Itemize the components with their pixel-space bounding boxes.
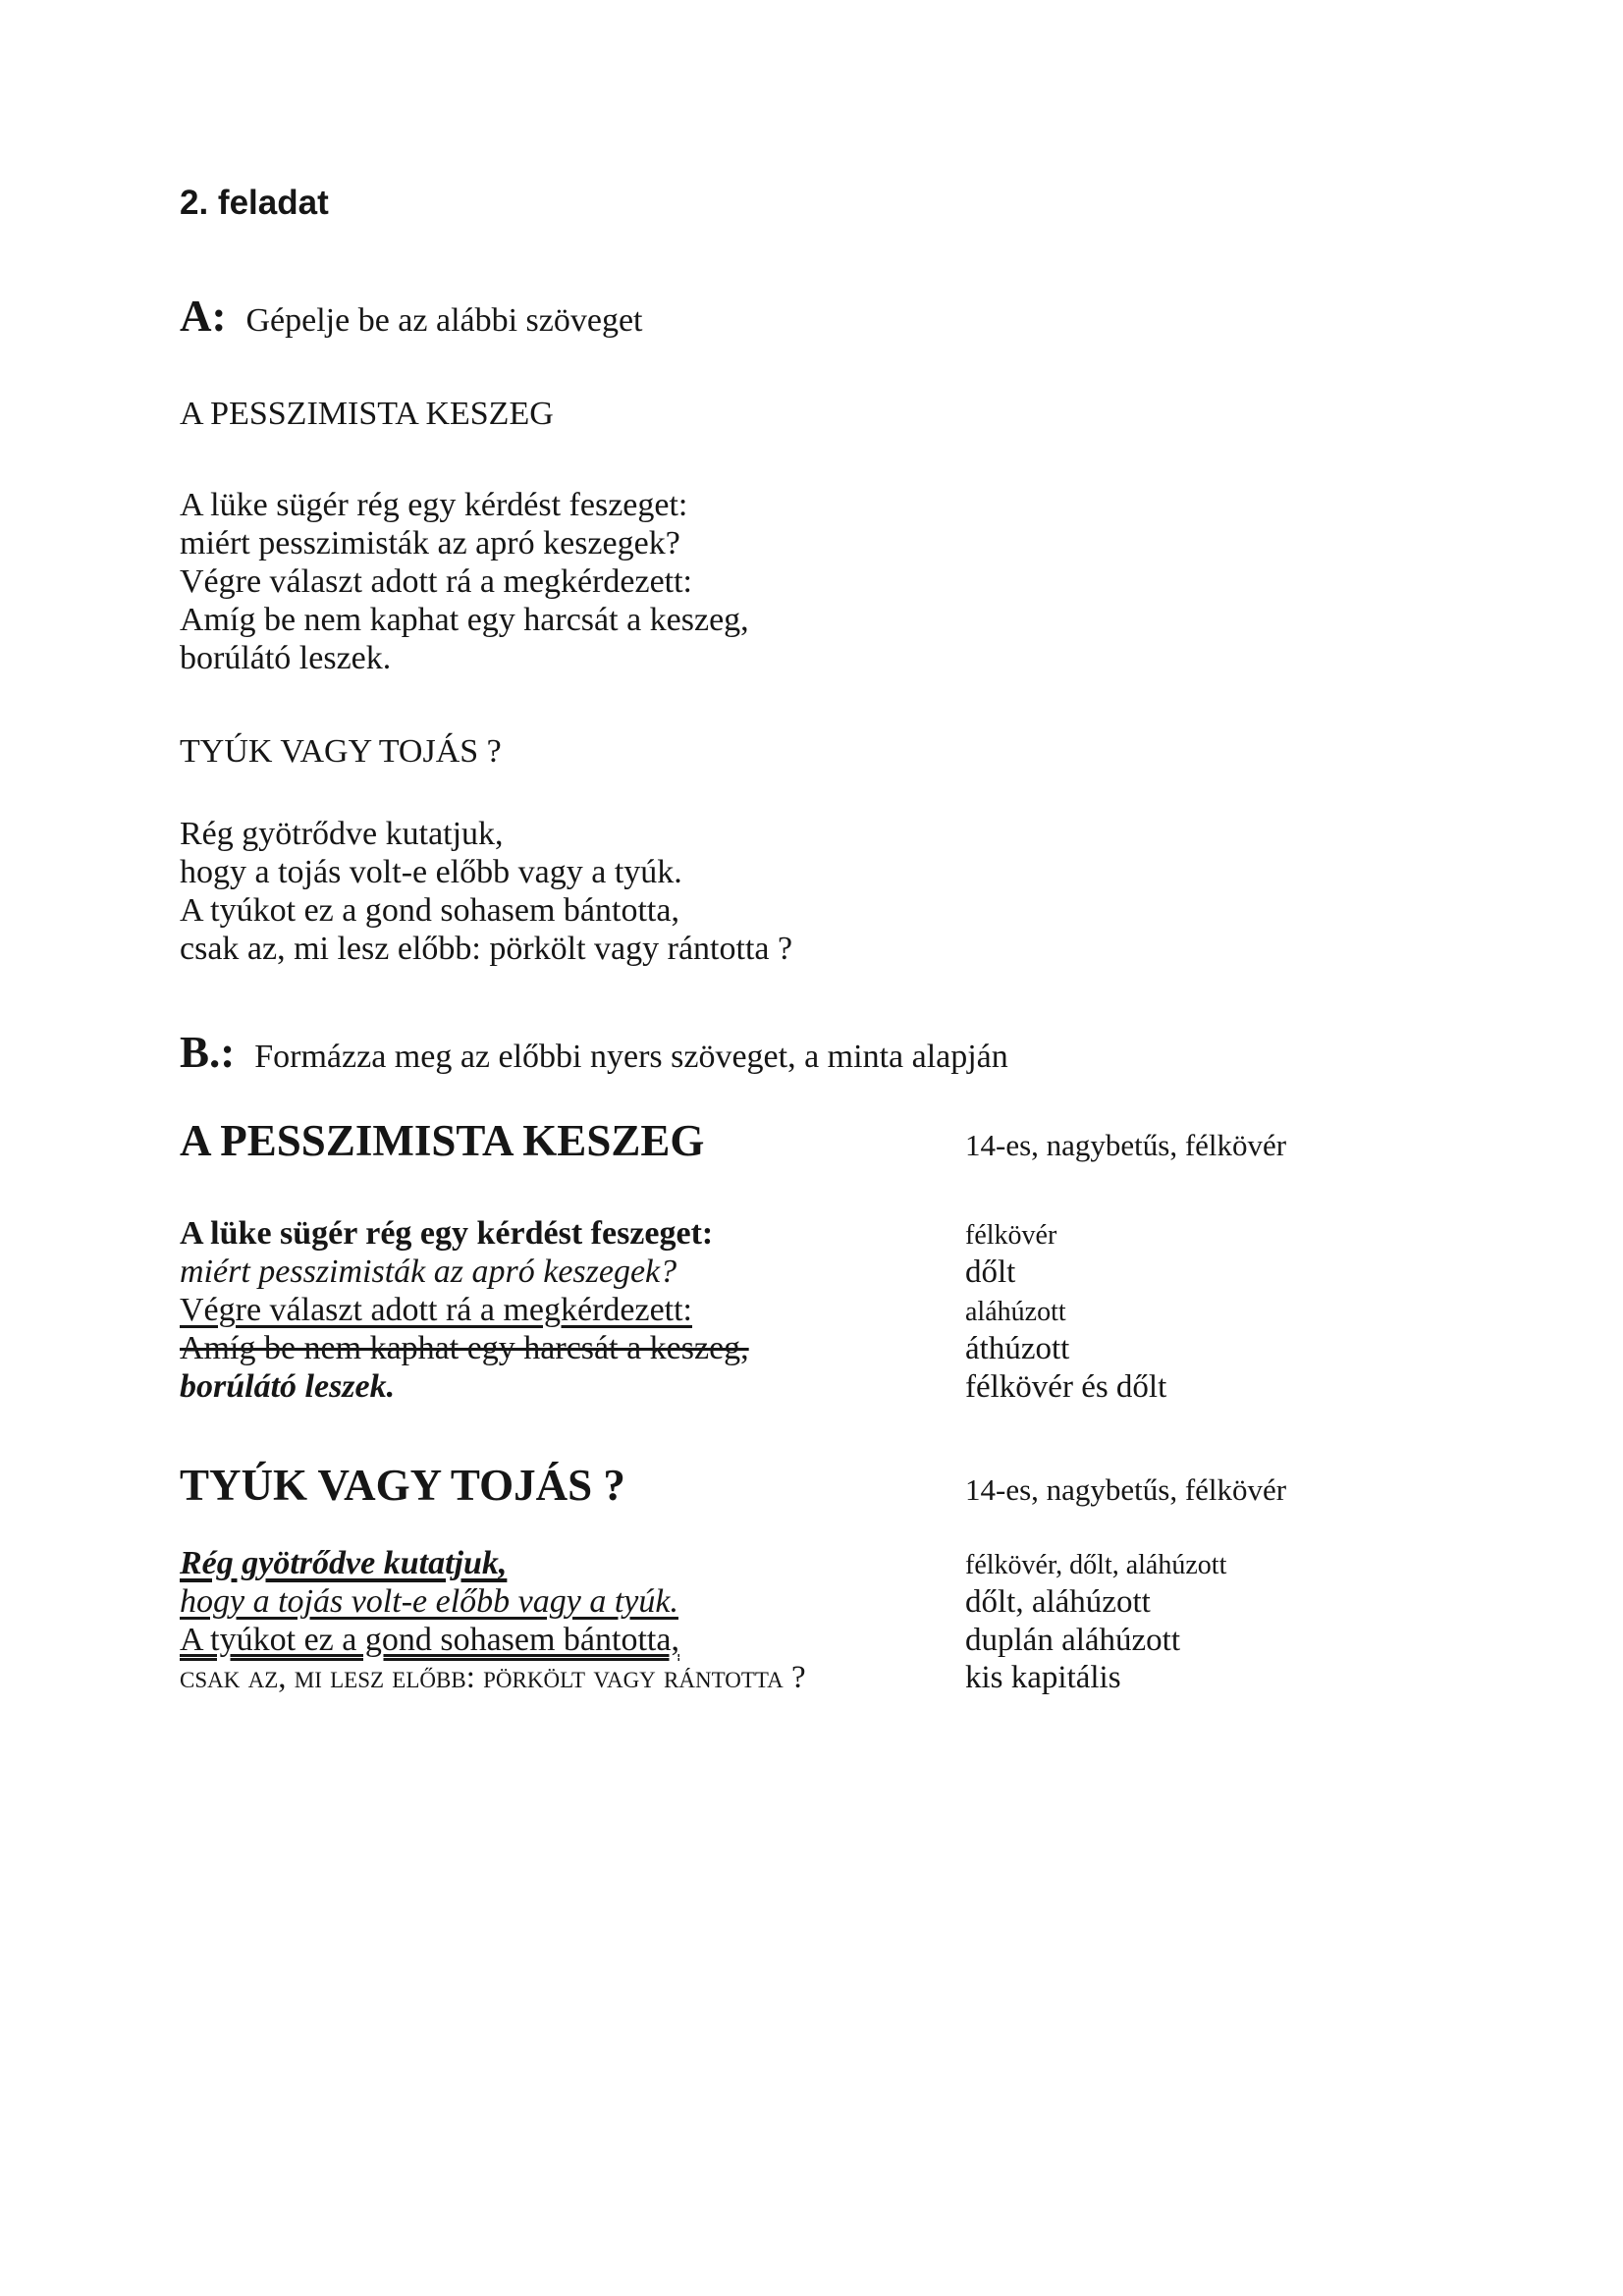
sample1-row bbox=[180, 1254, 1166, 1292]
sample2-line-double-underline: A tyúkot ez a gond sohasem bántotta, bbox=[180, 1622, 679, 1658]
raw-poem2 bbox=[180, 815, 792, 968]
sample2-title-note: 14-es, nagybetűs, félkövér bbox=[965, 1472, 1287, 1507]
raw-poem2-line: A tyúkot ez a gond sohasem bántotta, bbox=[180, 892, 679, 929]
section-a-instruction-row bbox=[180, 291, 643, 342]
sample1-line-italic: miért pesszimisták az apró keszegek? bbox=[180, 1254, 677, 1290]
format-note: áthúzott bbox=[965, 1331, 1070, 1366]
sample1-line-bold-italic: borúlátó leszek. bbox=[180, 1368, 396, 1405]
sample2-title: TYÚK VAGY TOJÁS ? bbox=[180, 1461, 625, 1510]
raw-poem1-line: borúlátó leszek. bbox=[180, 640, 392, 676]
task-title: 2. feladat bbox=[180, 184, 329, 222]
format-note: félkövér és dőlt bbox=[965, 1369, 1167, 1405]
format-note: aláhúzott bbox=[965, 1297, 1066, 1327]
sample2-title-row bbox=[180, 1460, 1286, 1511]
sample1-title-row bbox=[180, 1115, 1286, 1166]
raw-poem2-line: csak az, mi lesz előbb: pörkölt vagy rántotta ? bbox=[180, 931, 793, 967]
format-note: félkövér bbox=[965, 1220, 1057, 1251]
raw-poem2-line: Rég gyötrődve kutatjuk, bbox=[180, 816, 504, 852]
format-note: duplán aláhúzott bbox=[965, 1623, 1181, 1658]
sample2-row bbox=[180, 1545, 1226, 1583]
format-note: dőlt, aláhúzott bbox=[965, 1584, 1151, 1620]
sample1-title-note: 14-es, nagybetűs, félkövér bbox=[965, 1128, 1287, 1162]
format-note: félkövér, dőlt, aláhúzott bbox=[965, 1550, 1227, 1580]
sample2-lines bbox=[180, 1545, 1226, 1698]
sample2-line-italic-underline: hogy a tojás volt-e előbb vagy a tyúk. bbox=[180, 1583, 678, 1620]
sample1-row bbox=[180, 1368, 1166, 1407]
sample1-title: A PESSZIMISTA KESZEG bbox=[180, 1116, 705, 1165]
raw-poem1-line: Amíg be nem kaphat egy harcsát a keszeg, bbox=[180, 602, 749, 638]
sample1-row bbox=[180, 1292, 1166, 1330]
raw-poem1-title: A PESSZIMISTA KESZEG bbox=[180, 396, 554, 432]
format-note: dőlt bbox=[965, 1255, 1016, 1290]
sample2-line-bold-italic-underline: Rég gyötrődve kutatjuk, bbox=[180, 1545, 508, 1581]
sample1-row bbox=[180, 1215, 1166, 1254]
raw-poem2-title: TYÚK VAGY TOJÁS ? bbox=[180, 733, 502, 770]
raw-poem1 bbox=[180, 486, 749, 677]
section-b-label: B.: bbox=[180, 1028, 236, 1077]
section-a-label: A: bbox=[180, 292, 227, 341]
sample2-row bbox=[180, 1660, 1226, 1698]
raw-poem1-line: Végre választ adott rá a megkérdezett: bbox=[180, 563, 693, 600]
sample2-row bbox=[180, 1622, 1226, 1660]
section-b-instruction-row bbox=[180, 1027, 1008, 1078]
raw-poem1-line: miért pesszimisták az apró keszegek? bbox=[180, 525, 680, 561]
sample1-row bbox=[180, 1330, 1166, 1368]
section-b-instruction: Formázza meg az előbbi nyers szöveget, a minta alapján bbox=[254, 1039, 1008, 1075]
raw-poem1-line: A lüke sügér rég egy kérdést feszeget: bbox=[180, 487, 688, 523]
format-note: kis kapitális bbox=[965, 1660, 1121, 1695]
raw-poem2-line: hogy a tojás volt-e előbb vagy a tyúk. bbox=[180, 854, 682, 890]
sample1-lines bbox=[180, 1215, 1166, 1407]
sample2-row bbox=[180, 1583, 1226, 1622]
section-a-instruction: Gépelje be az alábbi szöveget bbox=[245, 302, 643, 339]
sample1-line-underline: Végre választ adott rá a megkérdezett: bbox=[180, 1292, 693, 1328]
sample1-line-bold: A lüke sügér rég egy kérdést feszeget: bbox=[180, 1215, 714, 1252]
sample2-line-small-caps: csak az, mi lesz előbb: pörkölt vagy rántotta ? bbox=[180, 1660, 806, 1695]
sample1-line-strikethrough: Amíg be nem kaphat egy harcsát a keszeg, bbox=[180, 1330, 749, 1366]
